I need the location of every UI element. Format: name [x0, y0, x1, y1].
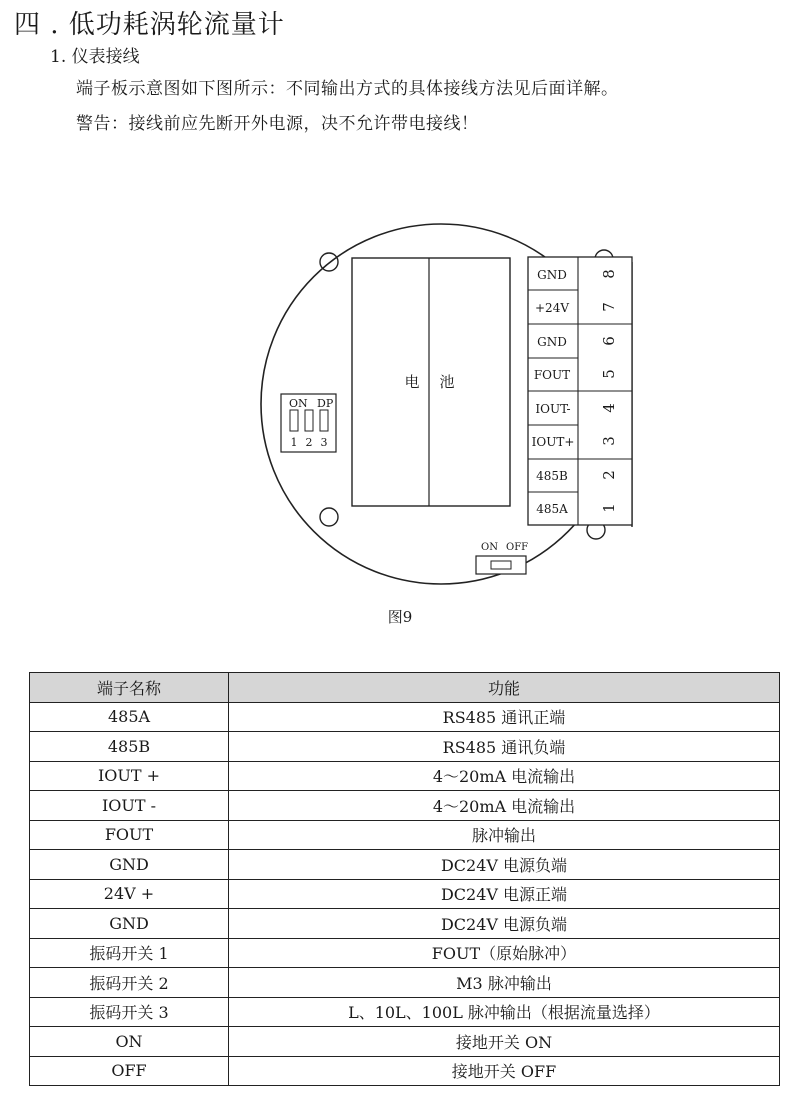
warning-paragraph: 警告：接线前应先断开外电源，决不允许带电接线！ — [76, 114, 479, 134]
subsection-heading: 1. 仪表接线 — [50, 47, 140, 67]
terminal-label: IOUT+ — [531, 435, 575, 449]
function-cell: RS485 通讯正端 — [229, 702, 780, 732]
terminal-label: IOUT- — [535, 402, 571, 416]
terminal-label: FOUT — [533, 368, 571, 382]
terminal-name-cell: FOUT — [30, 820, 229, 850]
terminal-number: 5 — [600, 369, 618, 379]
terminal-name-cell: GND — [30, 909, 229, 939]
table-row — [30, 791, 780, 821]
battery-label: 池 — [439, 373, 455, 391]
battery-label: 电 — [404, 373, 420, 391]
dip-on-label: ON — [289, 397, 308, 410]
mounting-hole — [320, 508, 338, 526]
switch-off-label: OFF — [506, 542, 529, 553]
terminal-name-cell: 485B — [30, 732, 229, 762]
terminal-name-cell: OFF — [30, 1056, 229, 1086]
battery-box — [352, 258, 510, 506]
terminal-name-cell: 24V + — [30, 879, 229, 909]
switch-on-label: ON — [481, 542, 498, 553]
function-cell: 脉冲输出 — [229, 820, 780, 850]
table-row — [30, 1056, 780, 1086]
terminal-number: 4 — [600, 403, 618, 413]
terminal-function-table — [29, 672, 780, 1086]
function-cell: 接地开关 OFF — [229, 1056, 780, 1086]
column-header: 功能 — [229, 673, 780, 703]
terminal-number: 7 — [600, 302, 618, 312]
terminal-number: 6 — [600, 336, 618, 346]
table-row — [30, 938, 780, 968]
terminal-name-cell: IOUT + — [30, 761, 229, 791]
function-cell: 4～20mA 电流输出 — [229, 761, 780, 791]
table-row — [30, 879, 780, 909]
terminal-number: 2 — [600, 470, 618, 480]
terminal-name-cell: 485A — [30, 702, 229, 732]
table-row — [30, 1027, 780, 1057]
terminal-label: 485A — [536, 502, 568, 516]
function-cell: RS485 通讯负端 — [229, 732, 780, 762]
function-cell: 接地开关 ON — [229, 1027, 780, 1057]
terminal-name-cell: ON — [30, 1027, 229, 1057]
table-row — [30, 702, 780, 732]
terminal-name-cell: 振码开关 2 — [30, 968, 229, 998]
terminal-label: +24V — [535, 301, 569, 315]
table-row — [30, 820, 780, 850]
dip-number: 2 — [305, 436, 313, 449]
column-header: 端子名称 — [30, 673, 229, 703]
function-cell: DC24V 电源负端 — [229, 850, 780, 880]
terminal-label: GND — [537, 335, 567, 349]
function-cell: M3 脉冲输出 — [229, 968, 780, 998]
function-cell: DC24V 电源负端 — [229, 909, 780, 939]
intro-paragraph: 端子板示意图如下图所示：不同输出方式的具体接线方法见后面详解。 — [76, 79, 619, 99]
terminal-name-cell: GND — [30, 850, 229, 880]
section-heading: 四 . 低功耗涡轮流量计 — [14, 10, 285, 40]
function-cell: FOUT（原始脉冲） — [229, 938, 780, 968]
terminal-number: 3 — [600, 436, 618, 446]
terminal-label: 485B — [536, 469, 568, 483]
table-row — [30, 997, 780, 1027]
dip-number: 1 — [290, 436, 298, 449]
terminal-number: 1 — [600, 503, 618, 513]
terminal-name-cell: 振码开关 1 — [30, 938, 229, 968]
function-cell: DC24V 电源正端 — [229, 879, 780, 909]
table-row — [30, 761, 780, 791]
terminal-name-cell: 振码开关 3 — [30, 997, 229, 1027]
mounting-hole — [320, 253, 338, 271]
dip-dp-label: DP — [317, 397, 334, 410]
table-row — [30, 850, 780, 880]
table-row — [30, 968, 780, 998]
dip-number: 3 — [320, 436, 328, 449]
table-row — [30, 732, 780, 762]
terminal-number: 8 — [600, 269, 618, 279]
table-row — [30, 909, 780, 939]
terminal-label: GND — [537, 268, 567, 282]
terminal-name-cell: IOUT - — [30, 791, 229, 821]
table-header-row — [30, 673, 780, 703]
figure-caption: 图9 — [387, 608, 413, 626]
function-cell: 4～20mA 电流输出 — [229, 791, 780, 821]
function-cell: L、10L、100L 脉冲输出（根据流量选择） — [229, 997, 780, 1027]
